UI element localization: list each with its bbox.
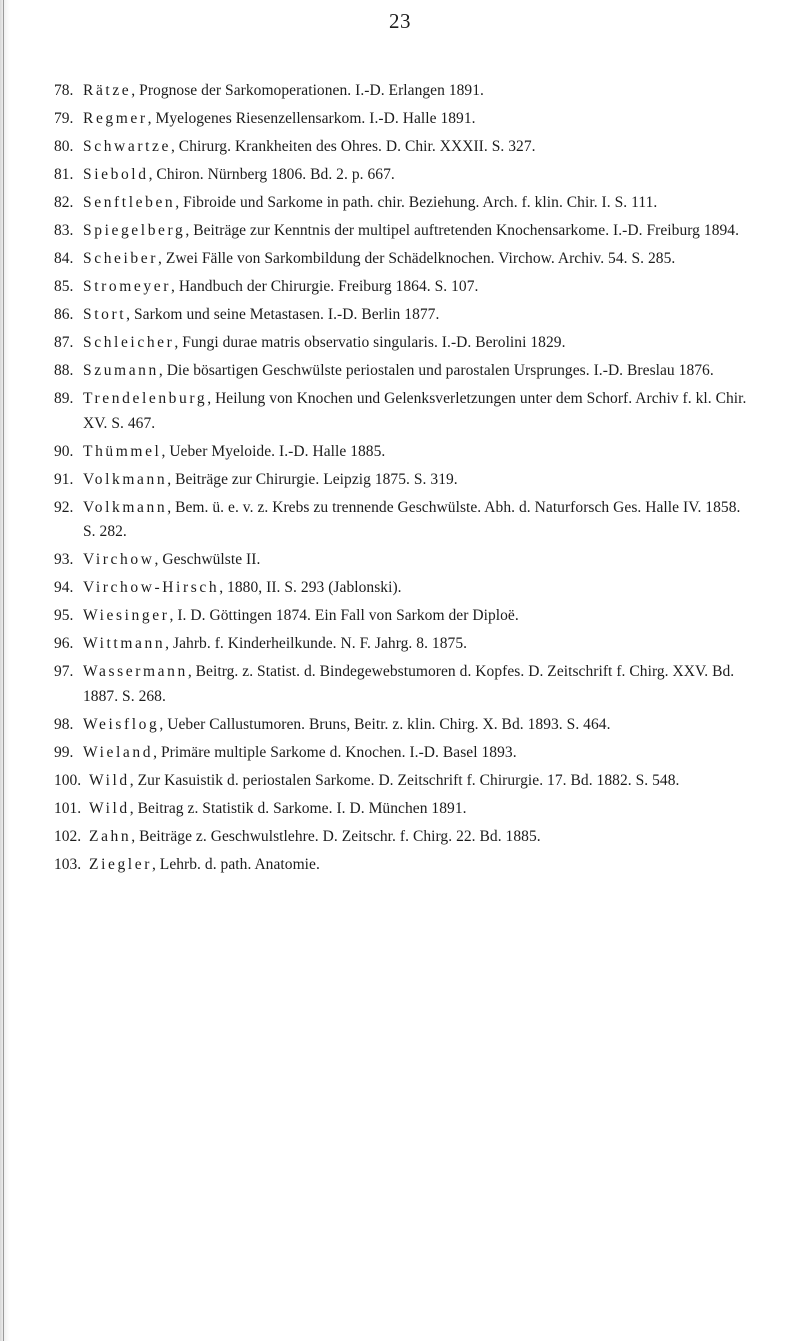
reference-item	[56, 359, 756, 384]
reference-number: 90.	[54, 442, 74, 460]
reference-author: Scheiber	[83, 250, 159, 267]
reference-item	[56, 496, 756, 545]
reference-text: , Sarkom und seine Metastasen. I.-D. Berlin 1877.	[126, 306, 440, 323]
reference-number: 98.	[54, 715, 74, 733]
reference-number: 81.	[54, 166, 74, 183]
reference-item	[56, 440, 756, 465]
reference-item	[56, 660, 756, 709]
reference-item	[56, 275, 756, 300]
reference-text: , Beiträge zur Chirurgie. Leipzig 1875. S. 319.	[167, 470, 458, 488]
reference-text: , Lehrb. d. path. Anatomie.	[151, 855, 320, 873]
reference-item	[56, 79, 756, 104]
reference-author: Wieland	[83, 743, 154, 761]
reference-item	[56, 548, 756, 573]
reference-text: , I. D. Göttingen 1874. Ein Fall von Sarkom der Diploë.	[169, 607, 519, 624]
reference-number: 91.	[54, 470, 74, 488]
reference-number: 101.	[54, 799, 82, 817]
reference-item	[56, 825, 756, 850]
reference-author: Zahn	[89, 827, 132, 845]
reference-number: 85.	[54, 278, 74, 295]
reference-item	[56, 853, 756, 878]
reference-text: , Prognose der Sarkomoperationen. I.-D. Erlangen 1891.	[131, 82, 484, 99]
reference-author: Senftleben	[83, 194, 176, 211]
reference-author: Wild	[89, 799, 130, 817]
reference-number: 87.	[54, 334, 74, 351]
reference-author: Wiesinger	[83, 607, 170, 624]
reference-text: , Zwei Fälle von Sarkombildung der Schädelknochen. Virchow. Archiv. 54. S. 285.	[158, 250, 676, 267]
reference-number: 83.	[54, 222, 74, 239]
reference-author: Weisflog	[83, 715, 160, 733]
reference-item	[56, 331, 756, 356]
reference-author: Trendelenburg	[83, 390, 208, 407]
reference-item	[56, 191, 756, 216]
reference-text: , Fungi durae matris observatio singularis. I.-D. Berolini 1829.	[174, 334, 566, 351]
reference-text: , Heilung von Knochen und Gelenksverletzungen unter dem Schorf. Archiv f. kl. Chir. XV. S. 467.	[83, 390, 747, 432]
reference-text: , Beiträge z. Geschwulstlehre. D. Zeitschr. f. Chirg. 22. Bd. 1885.	[131, 827, 541, 845]
reference-text: , Beitrg. z. Statist. d. Bindegewebstumoren d. Kopfes. D. Zeitschrift f. Chirg. XXV. Bd. 1887. S. 268.	[83, 663, 735, 705]
reference-item	[56, 107, 756, 132]
reference-text: , Chirurg. Krankheiten des Ohres. D. Chir. XXXII. S. 327.	[170, 138, 536, 155]
reference-text: , Handbuch der Chirurgie. Freiburg 1864. S. 107.	[170, 278, 479, 295]
reference-number: 102.	[54, 827, 82, 845]
reference-item	[56, 468, 756, 493]
reference-author: Schwartze	[83, 138, 171, 155]
reference-number: 103.	[54, 855, 82, 873]
reference-item	[56, 604, 756, 629]
reference-author: Spiegelberg	[83, 222, 186, 239]
reference-number: 94.	[54, 579, 74, 596]
reference-item	[56, 163, 756, 188]
reference-text: , Primäre multiple Sarkome d. Knochen. I.-D. Basel 1893.	[153, 743, 517, 761]
reference-item	[56, 247, 756, 272]
reference-text: , Ueber Myeloide. I.-D. Halle 1885.	[161, 442, 386, 460]
reference-author: Wild	[89, 771, 130, 789]
reference-number: 96.	[54, 635, 74, 652]
reference-number: 82.	[54, 194, 74, 211]
reference-number: 79.	[54, 110, 74, 127]
reference-number: 89.	[54, 390, 74, 407]
reference-text: , Bem. ü. e. v. z. Krebs zu trennende Geschwülste. Abh. d. Naturforsch Ges. Halle IV. 1858. S. 282.	[83, 498, 741, 540]
reference-text: , 1880, II. S. 293 (Jablonski).	[219, 579, 402, 596]
reference-item	[56, 769, 756, 794]
reference-author: Volkmann	[83, 470, 168, 488]
page-number: 23	[389, 9, 411, 33]
reference-number: 92.	[54, 498, 74, 516]
reference-text: , Die bösartigen Geschwülste periostalen und parostalen Ursprunges. I.-D. Breslau 1876.	[158, 362, 714, 379]
reference-author: Stort	[83, 306, 127, 323]
page-binding-edge	[0, 0, 10, 1341]
reference-author: Volkmann	[83, 498, 168, 516]
reference-author: Wassermann	[83, 663, 188, 680]
reference-number: 100.	[54, 771, 82, 789]
reference-author: Regmer	[83, 110, 148, 127]
reference-number: 86.	[54, 306, 74, 323]
reference-item	[56, 713, 756, 738]
reference-number: 88.	[54, 362, 74, 379]
reference-item	[56, 632, 756, 657]
reference-item	[56, 135, 756, 160]
reference-text: , Chiron. Nürnberg 1806. Bd. 2. p. 667.	[148, 166, 395, 183]
reference-item	[56, 797, 756, 822]
reference-text: , Beitrag z. Statistik d. Sarkome. I. D. München 1891.	[129, 799, 467, 817]
reference-item	[56, 219, 756, 244]
reference-text: , Beiträge zur Kenntnis der multipel auftretenden Knochensarkome. I.-D. Freiburg 1894.	[185, 222, 740, 239]
reference-text: , Myelogenes Riesenzellensarkom. I.-D. Halle 1891.	[147, 110, 476, 127]
reference-number: 80.	[54, 138, 74, 155]
reference-author: Szumann	[83, 362, 159, 379]
page-binding-line	[3, 0, 4, 1341]
reference-item	[56, 387, 756, 436]
reference-number: 97.	[54, 663, 74, 680]
reference-number: 95.	[54, 607, 74, 624]
reference-author: Virchow	[83, 551, 155, 568]
reference-author: Thümmel	[83, 442, 162, 460]
reference-text: , Geschwülste II.	[154, 551, 261, 568]
reference-item	[56, 303, 756, 328]
reference-number: 84.	[54, 250, 74, 267]
reference-text: , Zur Kasuistik d. periostalen Sarkome. D. Zeitschrift f. Chirurgie. 17. Bd. 1882. S. 548.	[129, 771, 680, 789]
reference-text: , Jahrb. f. Kinderheilkunde. N. F. Jahrg. 8. 1875.	[165, 635, 468, 652]
reference-text: , Fibroide und Sarkome in path. chir. Beziehung. Arch. f. klin. Chir. I. S. 111.	[175, 194, 658, 211]
reference-number: 99.	[54, 743, 74, 761]
reference-number: 93.	[54, 551, 74, 568]
reference-author: Siebold	[83, 166, 149, 183]
reference-author: Wittmann	[83, 635, 166, 652]
reference-author: Stromeyer	[83, 278, 171, 295]
reference-author: Virchow-Hirsch	[83, 579, 220, 596]
reference-text: , Ueber Callustumoren. Bruns, Beitr. z. klin. Chirg. X. Bd. 1893. S. 464.	[159, 715, 611, 733]
reference-item	[56, 741, 756, 766]
reference-author: Ziegler	[89, 855, 152, 873]
reference-item	[56, 576, 756, 601]
reference-author: Schleicher	[83, 334, 175, 351]
reference-author: Rätze	[83, 82, 132, 99]
reference-list	[56, 79, 756, 881]
reference-number: 78.	[54, 82, 74, 99]
